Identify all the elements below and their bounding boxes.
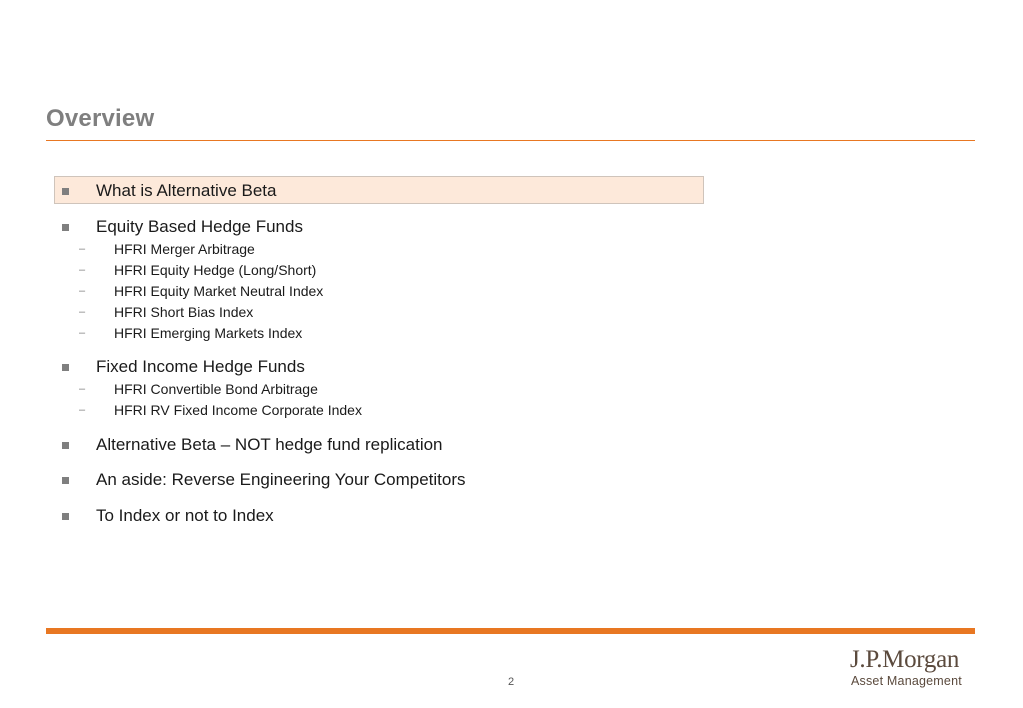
- square-bullet-icon: [62, 442, 69, 449]
- square-bullet-icon: [62, 188, 69, 195]
- agenda-subitem-label: HFRI RV Fixed Income Corporate Index: [114, 402, 362, 418]
- jpmorgan-logo: [850, 646, 978, 692]
- agenda-item-label: Alternative Beta – NOT hedge fund replication: [96, 435, 443, 454]
- agenda-subitem-label: HFRI Emerging Markets Index: [114, 325, 303, 341]
- agenda-subitem-label: HFRI Equity Market Neutral Index: [114, 283, 324, 299]
- agenda-item-label: Fixed Income Hedge Funds: [96, 357, 305, 376]
- agenda-subitem-label: HFRI Convertible Bond Arbitrage: [114, 381, 318, 397]
- agenda-subitem-label: HFRI Equity Hedge (Long/Short): [114, 262, 317, 278]
- dash-bullet-icon: –: [79, 306, 86, 318]
- title-divider: [46, 140, 975, 141]
- dash-bullet-icon: –: [79, 264, 86, 276]
- agenda-item-label: An aside: Reverse Engineering Your Competitors: [96, 470, 466, 489]
- agenda-item-label: To Index or not to Index: [96, 506, 274, 525]
- square-bullet-icon: [62, 364, 69, 371]
- page-title: Overview: [46, 105, 155, 132]
- dash-bullet-icon: –: [79, 404, 86, 416]
- square-bullet-icon: [62, 477, 69, 484]
- square-bullet-icon: [62, 513, 69, 520]
- agenda-item-label: What is Alternative Beta: [96, 181, 277, 200]
- dash-bullet-icon: –: [79, 327, 86, 339]
- logo-wordmark: J.P.Morgan: [850, 646, 960, 673]
- agenda-subitem-label: HFRI Merger Arbitrage: [114, 241, 255, 257]
- footer-divider: [46, 628, 975, 634]
- square-bullet-icon: [62, 224, 69, 231]
- dash-bullet-icon: –: [79, 285, 86, 297]
- agenda-item-label: Equity Based Hedge Funds: [96, 217, 303, 236]
- agenda-subitem-label: HFRI Short Bias Index: [114, 304, 254, 320]
- dash-bullet-icon: –: [79, 383, 86, 395]
- page-number: 2: [507, 676, 515, 688]
- logo-subtitle: Asset Management: [851, 674, 962, 688]
- dash-bullet-icon: –: [79, 243, 86, 255]
